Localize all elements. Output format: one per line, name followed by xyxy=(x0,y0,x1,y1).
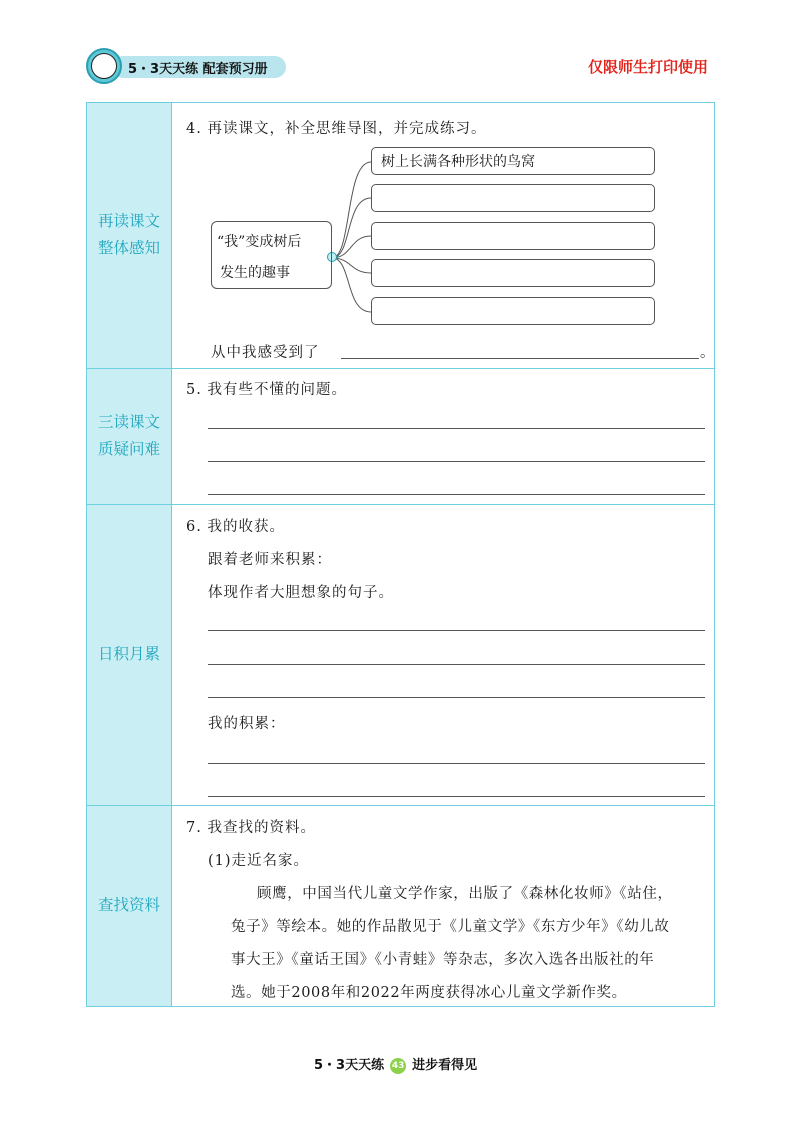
print-notice: 仅限师生打印使用 xyxy=(588,58,709,76)
mind-map-branch-blank[interactable] xyxy=(371,259,655,287)
section-label-questions: 三读课文 质疑问难 xyxy=(97,413,160,458)
section-label-reread: 再读课文 整体感知 xyxy=(97,212,160,257)
page-number: 43 xyxy=(390,1058,406,1074)
q6-subheading: 跟着老师来积累： xyxy=(208,552,332,568)
q7-subheading: (1)走近名家。 xyxy=(208,853,310,869)
mind-map-center-text: 发生的趣事 xyxy=(220,265,290,281)
series-title: 5・3天天练 配套预习册 xyxy=(128,62,268,77)
feeling-answer-line[interactable] xyxy=(341,358,699,359)
mind-map-branch-text: 树上长满各种形状的鸟窝 xyxy=(381,154,535,170)
question-4-prompt: 4. 再读课文，补全思维导图，并完成练习。 xyxy=(186,121,487,137)
row-divider xyxy=(86,504,715,505)
answer-line[interactable] xyxy=(208,428,705,429)
q6-subheading: 体现作者大胆想象的句子。 xyxy=(208,585,394,601)
question-6-prompt: 6. 我的收获。 xyxy=(186,519,285,535)
footer xyxy=(314,1054,477,1074)
feeling-prefix: 从中我感受到了 xyxy=(211,345,320,361)
answer-line[interactable] xyxy=(208,796,705,797)
section-label-research: 查找资料 xyxy=(97,896,160,914)
answer-line[interactable] xyxy=(208,697,705,698)
q6-subheading: 我的积累： xyxy=(208,716,286,732)
author-bio-line: 兔子》等绘本。她的作品散见于《儿童文学》《东方少年》《幼儿故 xyxy=(231,919,670,935)
answer-line[interactable] xyxy=(208,461,705,462)
answer-line[interactable] xyxy=(208,763,705,764)
author-bio-line: 事大王》《童话王国》《小青蛙》等杂志，多次入选各出版社的年 xyxy=(231,952,655,968)
author-bio-line: 顾鹰，中国当代儿童文学作家，出版了《森林化妆师》《站住， xyxy=(257,886,673,902)
mind-map-branch-blank[interactable] xyxy=(371,184,655,212)
row-divider xyxy=(86,805,715,806)
answer-line[interactable] xyxy=(208,494,705,495)
footer-series: 5・3天天练 xyxy=(314,1058,385,1073)
mind-map-center-text: “我”变成树后 xyxy=(217,234,302,250)
question-5-prompt: 5. 我有些不懂的问题。 xyxy=(186,382,347,398)
feeling-suffix: 。 xyxy=(700,345,716,361)
answer-line[interactable] xyxy=(208,630,705,631)
section-label-accumulate: 日积月累 xyxy=(97,645,160,663)
author-bio-line: 选。她于2008年和2022年两度获得冰心儿童文学新作奖。 xyxy=(231,985,627,1001)
footer-slogan: 进步看得见 xyxy=(412,1058,478,1073)
mind-map-branch-blank[interactable] xyxy=(371,222,655,250)
answer-line[interactable] xyxy=(208,664,705,665)
mind-map-branch-blank[interactable] xyxy=(371,297,655,325)
question-7-prompt: 7. 我查找的资料。 xyxy=(186,820,316,836)
